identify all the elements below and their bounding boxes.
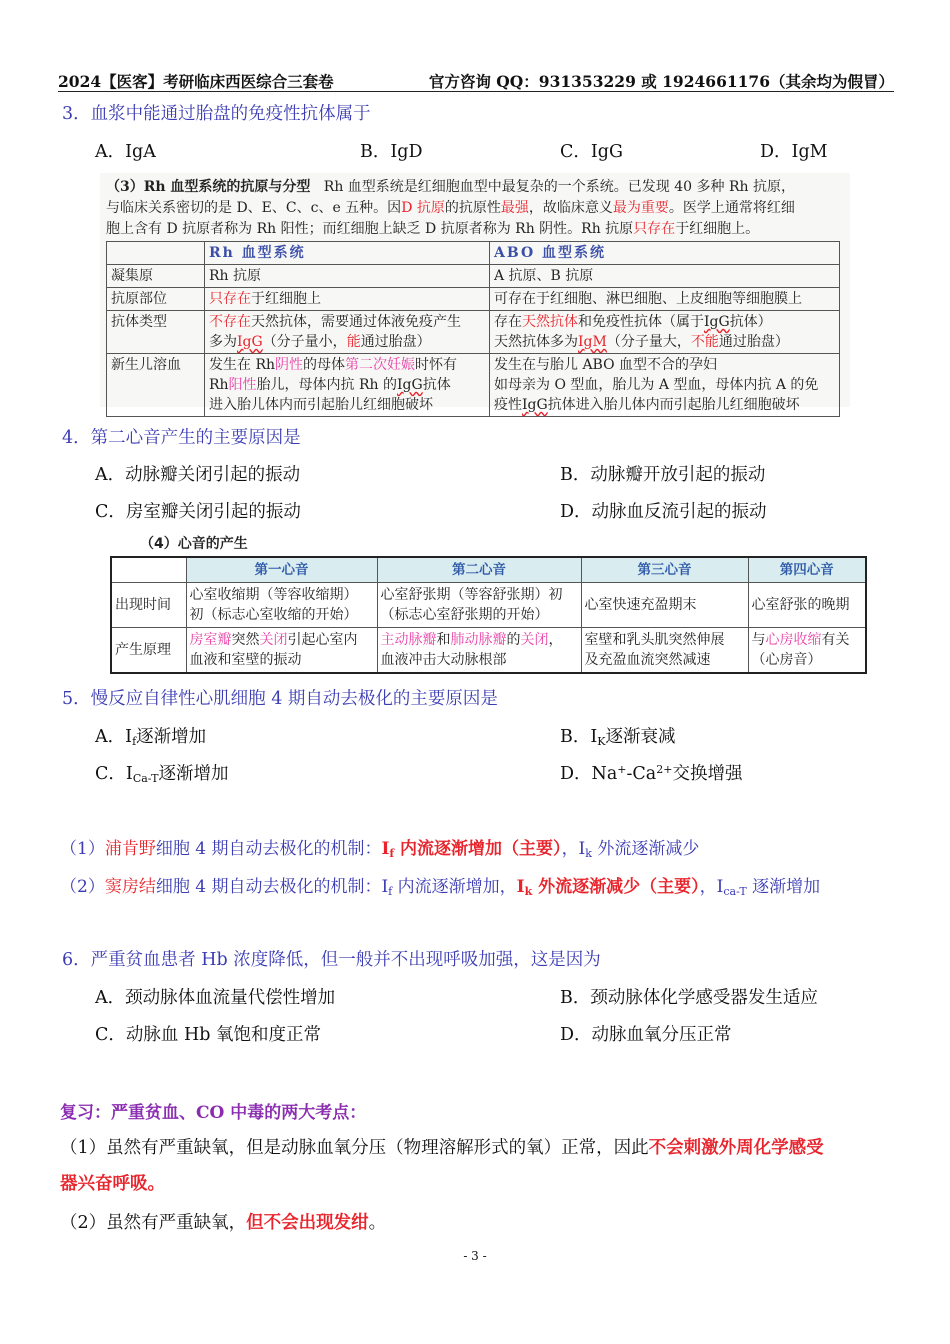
question-3-stem: 3．血浆中能通过胎盘的免疫性抗体属于 [62,104,371,124]
table-row: 新生儿溶血 发生在 Rh阴性的母体第二次妊娠时怀有 Rh阳性胎儿，母体内抗 Rh 的IgG抗体 进入胎儿体内而引起胎儿红细胞破坏 发生在与胎儿 ABO 血型不合的孕妇 如母亲为 O 型血，胎儿为 A 型血，母体内抗 A 的免 疫性IgG抗体进入胎儿体内而引起胎儿红细胞破坏 [107,354,840,417]
col-header-s2: 第二心音 [377,557,581,583]
review-line2: （2）虽然有严重缺氧，但不会出现发绀。 [60,1213,387,1233]
q5-option-d: D．$Na^+-Ca^{2+}$交换增强 [560,763,743,784]
col-header-rh: Rh 血型系统 [205,242,490,265]
rh-intro: （3）Rh 血型系统的抗原与分型 Rh 血型系统是红细胞血型中最复杂的一个系统。已发现 40 多种 Rh 抗原， 与临床关系密切的是 D、E、C、c、e 五种。因D 抗原的抗原性最强，故临床意义最为重要。医学上通常将红细 胞上含有 D 抗原者称为 Rh 阳性；而红细胞上缺乏 D 抗原者称为 Rh 阴性。Rh 抗原只存在于红细胞上。 [106,179,795,237]
q4-option-a: A．动脉瓣关闭引起的振动 [95,465,301,485]
col-header-abo: ABO 血型系统 [490,242,840,265]
table-row: 产生原理 房室瓣突然关闭引起心室内 血液和室壁的振动 主动脉瓣和肺动脉瓣的关闭， 血液冲击大动脉根部 室壁和乳头肌突然伸展 及充盈血流突然减速 与心房收缩有关 （心房音） [111,628,866,674]
header-title: 2024【医客】考研临床西医综合三套卷 [58,72,334,91]
note5-line2: （2）窦房结细胞 4 期自动去极化的机制：$I_f$ 内流逐渐增加，$I_k$ 外流逐渐减少（主要），$I_{ca-T}$ 逐渐增加 [60,877,821,898]
q6-option-c: C．动脉血 Hb 氧饱和度正常 [95,1025,321,1045]
review-line1: （1）虽然有严重缺氧，但是动脉血氧分压（物理溶解形式的氧）正常，因此不会刺激外周化学感受 [60,1138,824,1158]
q3-option-a: A．IgA [95,142,156,162]
col-header-s4: 第四心音 [748,557,866,583]
q3-option-c: C．IgG [560,142,623,162]
rh-blood-group-box [100,173,850,413]
col-header-s3: 第三心音 [581,557,748,583]
rh-section-title: （3）Rh 血型系统的抗原与分型 [106,179,311,195]
question-4-stem: 4．第二心音产生的主要原因是 [62,428,301,448]
q6-option-b: B．颈动脉体化学感受器发生适应 [560,988,818,1008]
q3-option-b: B．IgD [360,142,423,162]
review-title: 复习：严重贫血、CO 中毒的两大考点： [60,1103,367,1123]
q5-option-c: C．$I_{Ca-T}$逐渐增加 [95,764,229,785]
table-row: 抗原部位 只存在于红细胞上 可存在于红细胞、淋巴细胞、上皮细胞等细胞膜上 [107,288,840,311]
q3-option-d: D．IgM [760,142,828,162]
q5-option-a: A．$I_f$逐渐增加 [95,727,207,748]
q4-option-c: C．房室瓣关闭引起的振动 [95,502,301,522]
q6-option-d: D．动脉血氧分压正常 [560,1025,732,1045]
q4-option-d: D．动脉血反流引起的振动 [560,502,767,522]
page-number: - 3 - [463,1249,487,1263]
heart-sound-table [110,556,867,674]
table-row: 凝集原 Rh 抗原 A 抗原、B 抗原 [107,265,840,288]
q4-option-b: B．动脉瓣开放引起的振动 [560,465,766,485]
q6-option-a: A．颈动脉体血流量代偿性增加 [95,988,336,1008]
heart-sound-title: （4）心音的产生 [140,536,248,552]
rh-abo-comparison-table [106,241,840,417]
table-row: 出现时间 心室收缩期（等容收缩期） 初（标志心室收缩的开始） 心室舒张期（等容舒张期）初 （标志心室舒张期的开始） 心室快速充盈期末 心室舒张的晚期 [111,583,866,628]
table-row: 抗体类型 不存在天然抗体，需要通过体液免疫产生 多为IgG（分子量小，能通过胎盘） 存在天然抗体和免疫性抗体（属于IgG抗体） 天然抗体多为IgM（分子量大，不能通过胎盘） [107,311,840,354]
q5-option-b: B．$I_K$逐渐衰减 [560,727,676,748]
question-5-stem: 5．慢反应自律性心肌细胞 4 期自动去极化的主要原因是 [62,689,498,709]
question-6-stem: 6．严重贫血患者 Hb 浓度降低，但一般并不出现呼吸加强，这是因为 [62,950,601,970]
note5-line1: （1）浦肯野细胞 4 期自动去极化的机制：$I_f$ 内流逐渐增加（主要），$I_k$ 外流逐渐减少 [60,839,700,860]
header-contact: 官方咨询 QQ：931353229 或 1924661176（其余均为假冒） [428,72,894,91]
col-header-s1: 第一心音 [186,557,377,583]
review-line1-cont: 器兴奋呼吸。 [60,1174,165,1194]
page-header [58,70,894,92]
